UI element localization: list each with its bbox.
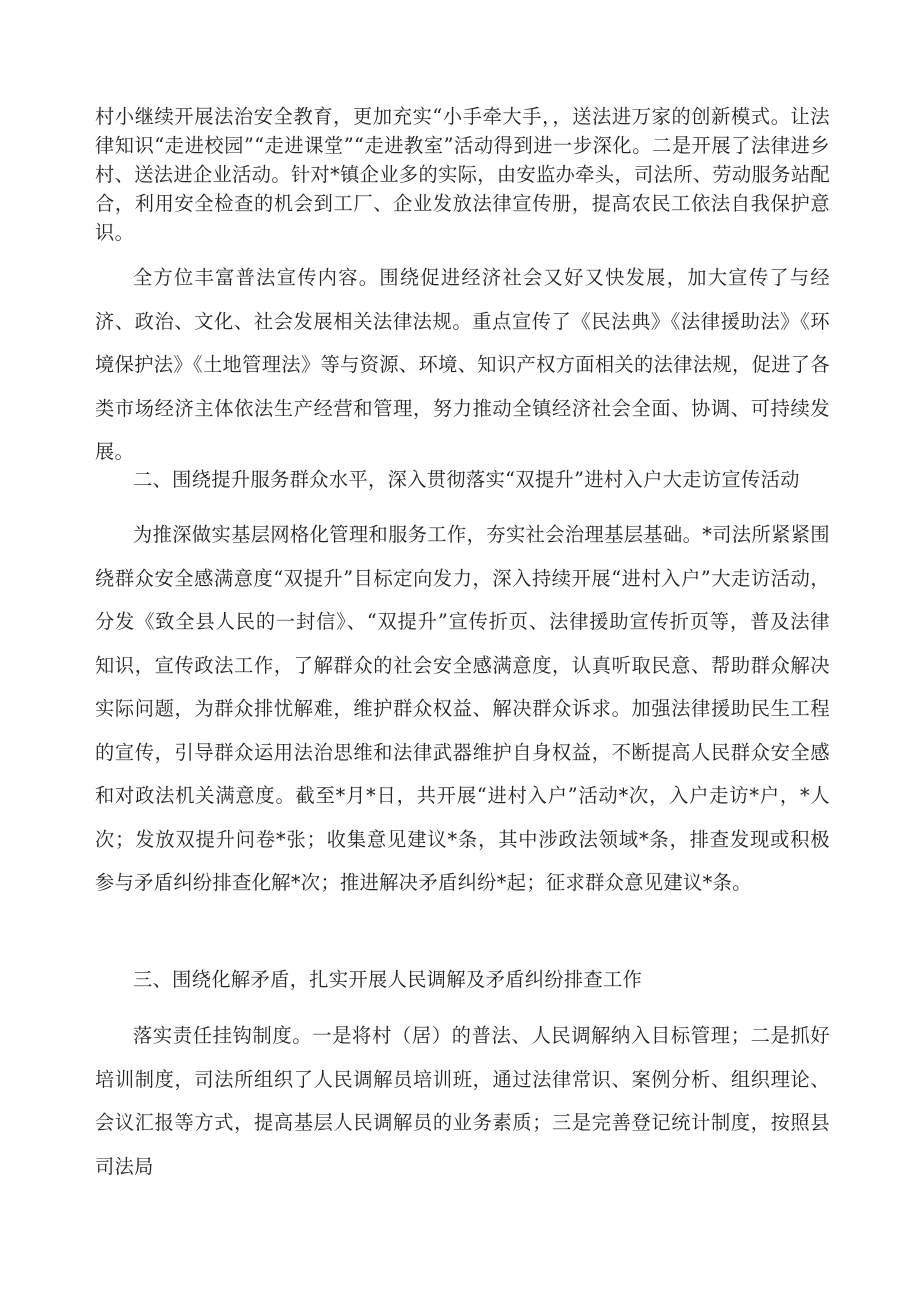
paragraph-publicity-content: 全方位丰富普法宣传内容。围绕促进经济社会又好又快发展，加大宣传了与经济、政治、文化、社会发展相关法律法规。重点宣传了《民法典》《法律援助法》《环境保护法》《土地管理法》等与资源、环境、知识产权方面相关的法律法规，促进了各类市场经济主体依法生产经营和管理，努力推动全镇经济社会全面、协调、可持续发展。	[95, 266, 830, 463]
paragraph-responsibility: 落实责任挂钩制度。一是将村（居）的普法、人民调解纳入目标管理；二是抓好培训制度，司法所组织了人民调解员培训班，通过法律常识、案例分析、组织理论、会议汇报等方式，提高基层人民调解员的业务素质；三是完善登记统计制度，按照县司法局	[95, 1024, 830, 1178]
paragraph-double-upgrade: 为推深做实基层网格化管理和服务工作，夯实社会治理基层基础。*司法所紧紧围绕群众安全感满意度“双提升”目标定向发力，深入持续开展“进村入户”大走访活动，分发《致全县人民的一封信》、“双提升”宣传折页、法律援助宣传折页等，普及法律知识，宣传政法工作，了解群众的社会安全感满意度，认真听取民意、帮助群众解决实际问题，为群众排忧解难，维护群众权益、解决群众诉求。加强法律援助民生工程的宣传，引导群众运用法治思维和法律武器维护自身权益，不断提高人民群众安全感和对政法机关满意度。截至*月*日，共开展“进村入户”活动*次，入户走访*户，*人次；发放双提升问卷*张；收集意见建议*条，其中涉政法领域*条，排查发现或积极参与矛盾纠纷排查化解*次；推进解决矛盾纠纷*起；征求群众意见建议*条。	[95, 523, 830, 894]
section-heading-3: 三、围绕化解矛盾，扎实开展人民调解及矛盾纠纷排查工作	[133, 968, 643, 991]
paragraph-education: 村小继续开展法治安全教育，更加充实“小手牵大手，，送法进万家的创新模式。让法律知识“走进校园”“走进课堂”“走进教室”活动得到进一步深化。二是开展了法律进乡村、送法进企业活动。针对*镇企业多的实际，由安监办牵头，司法所、劳动服务站配合，利用安全检查的机会到工厂、企业发放法律宣传册，提高农民工依法自我保护意识。	[95, 105, 830, 244]
section-heading-2: 二、围绕提升服务群众水平，深入贯彻落实“双提升”进村入户大走访宣传活动	[133, 468, 800, 491]
